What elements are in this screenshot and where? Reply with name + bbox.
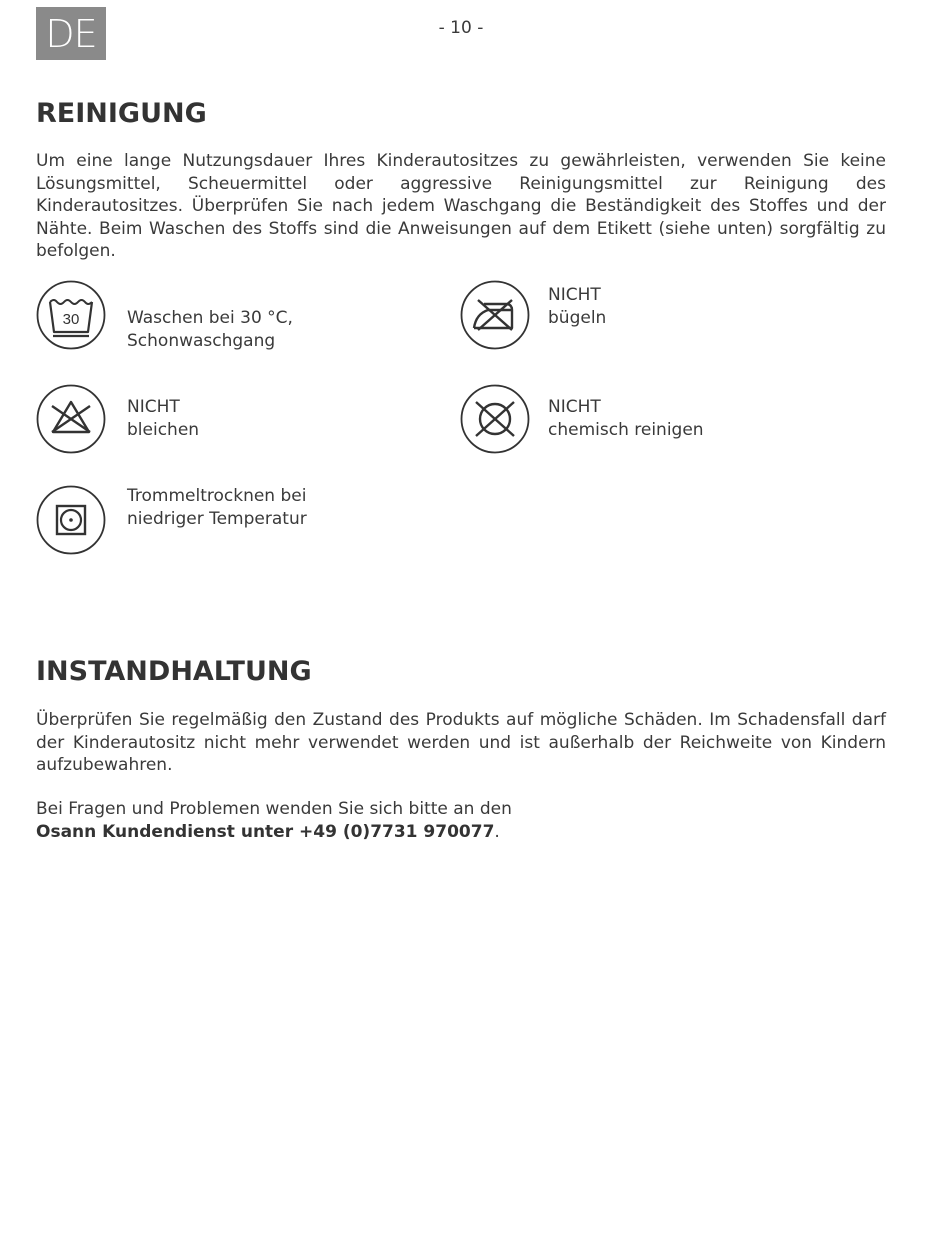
contact-line: Bei Fragen und Problemen wenden Sie sich bitte an den [36,799,512,819]
tumble-dry-instruction: Trommeltrocknen bei niedriger Temperatur [127,486,307,529]
wash-instruction: Waschen bei 30 °C, Schonwaschgang [127,308,293,351]
no-iron-icon [460,280,530,350]
section-title-maintenance: INSTANDHALTUNG [36,656,312,687]
customer-service-phone: Osann Kundendienst unter +49 (0)7731 970077 [36,821,495,842]
svg-text:30: 30 [62,311,80,328]
language-badge: DE [36,7,106,60]
tumble-dry-low-icon [36,485,106,555]
maintenance-paragraph: Überprüfen Sie regelmäßig den Zustand des Produkts auf mögliche Schäden. Im Schadensfall darf der Kinderautositz nicht mehr verwendet werden und ist außerhalb der Reichweite von Kindern aufzubewahren. [36,710,886,776]
section-title-cleaning: REINIGUNG [36,98,207,129]
page-number: - 10 - [438,18,484,38]
no-dry-clean-instruction: NICHT chemisch reinigen [548,397,704,440]
no-iron-instruction: NICHT bügeln [548,285,607,328]
wash-30-icon [36,280,106,350]
cleaning-paragraph: Um eine lange Nutzungsdauer Ihres Kinderautositzes zu gewährleisten, verwenden Sie keine Lösungsmittel, Scheuermittel oder aggressive Reinigungsmittel zur Reinigung des Kinderautositzes. Überprüfen Sie nach jedem Waschgang die Beständigkeit des Stoffes und der Nähte. Beim Waschen des Stoffs sind die Anweisungen auf dem Etikett (siehe unten) sorgfältig zu befolgen. [36,151,886,262]
no-bleach-icon [36,384,106,454]
contact-info: Bei Fragen und Problemen wenden Sie sich bitte an den Osann Kundendienst unter +49 (0)7731 970077. [36,799,512,842]
no-dry-clean-icon [460,384,530,454]
no-bleach-instruction: NICHT bleichen [127,397,200,440]
